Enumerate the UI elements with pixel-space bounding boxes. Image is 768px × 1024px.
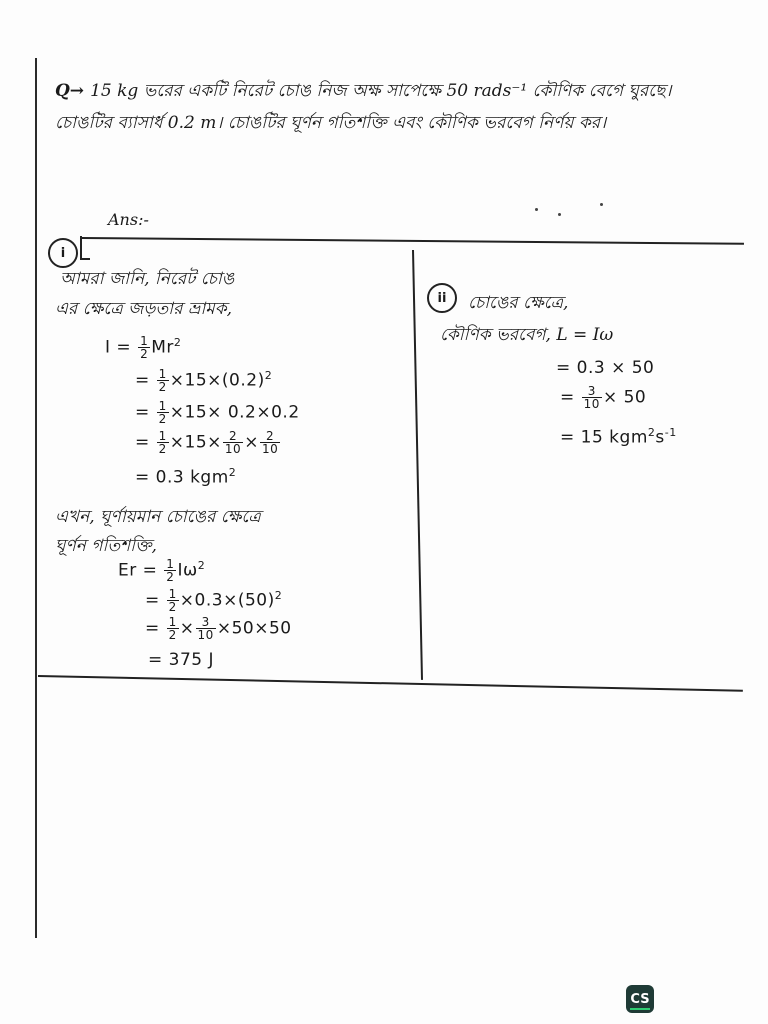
exponent: 2 bbox=[173, 335, 182, 349]
question-prefix: Q→ bbox=[55, 81, 85, 101]
frac-den: 2 bbox=[168, 600, 177, 614]
ke-eq-1 bbox=[118, 558, 205, 583]
ke-eq-2 bbox=[145, 588, 282, 613]
exponent: 2 bbox=[264, 368, 273, 382]
exponent: 2 bbox=[274, 588, 283, 602]
eq-text: s bbox=[655, 427, 665, 448]
eq-text: ×15× 0.2×0.2 bbox=[169, 402, 300, 423]
frac-num: 1 bbox=[140, 334, 149, 348]
margin-line bbox=[35, 58, 37, 938]
fraction bbox=[164, 558, 176, 583]
fraction bbox=[582, 385, 602, 410]
momentum-eq-3 bbox=[560, 426, 677, 448]
frac-num: 1 bbox=[158, 399, 167, 413]
ke-eq-4: = 375 J bbox=[148, 650, 215, 670]
frac-num: 1 bbox=[168, 615, 177, 629]
part-1-intro-line-2: এর ক্ষেত্রে জড়তার ভ্রামক, bbox=[55, 299, 233, 319]
eq-text: = bbox=[560, 387, 581, 408]
eq-text: ×50×50 bbox=[216, 618, 292, 639]
part-1-now-line-1: এখন, ঘূর্ণায়মান চোঙের ক্ষেত্রে bbox=[55, 507, 261, 527]
divider-bottom bbox=[38, 675, 743, 692]
divider-middle bbox=[412, 250, 423, 680]
divider-hook bbox=[80, 236, 82, 260]
fraction bbox=[157, 368, 169, 393]
frac-num: 1 bbox=[158, 429, 167, 443]
fraction bbox=[260, 430, 280, 455]
part-2-number: ii bbox=[427, 283, 457, 313]
eq-text: Mr bbox=[151, 337, 174, 358]
fraction bbox=[223, 430, 243, 455]
frac-num: 1 bbox=[168, 587, 177, 601]
divider-top bbox=[82, 237, 744, 245]
frac-den: 10 bbox=[197, 628, 214, 642]
eq-text: = 0.3 kgm bbox=[135, 467, 229, 488]
eq-text: = bbox=[145, 618, 166, 639]
eq-text: = bbox=[135, 402, 156, 423]
eq-text: Iω bbox=[177, 560, 198, 581]
fraction bbox=[157, 400, 169, 425]
fraction bbox=[196, 616, 216, 641]
eq-text: ×0.3×(50) bbox=[179, 590, 275, 611]
frac-den: 2 bbox=[158, 380, 167, 394]
part-2-line-1: চোঙের ক্ষেত্রে, bbox=[468, 293, 569, 313]
exponent: 2 bbox=[647, 426, 656, 439]
question-text bbox=[55, 75, 715, 139]
moment-eq-5 bbox=[135, 466, 236, 488]
frac-den: 2 bbox=[158, 442, 167, 456]
part-2-line-2: কৌণিক ভরবেগ, L = Iω bbox=[440, 325, 614, 345]
frac-den: 2 bbox=[168, 628, 177, 642]
fraction bbox=[167, 616, 179, 641]
ke-eq-3 bbox=[145, 616, 292, 641]
frac-den: 2 bbox=[140, 347, 149, 361]
eq-text: × bbox=[179, 618, 195, 639]
eq-text: × 50 bbox=[602, 387, 647, 408]
part-1-now-line-2: ঘূর্ণন গতিশক্তি, bbox=[55, 536, 157, 556]
frac-den: 2 bbox=[158, 412, 167, 426]
eq-text: I = bbox=[105, 337, 138, 358]
eq-text: = 15 kgm bbox=[560, 427, 648, 448]
camscanner-logo-icon: CS bbox=[626, 985, 654, 1013]
momentum-eq-2 bbox=[560, 385, 646, 410]
part-1-number: i bbox=[48, 238, 78, 268]
eq-text: × bbox=[244, 432, 259, 453]
part-1-intro-line-1: আমরা জানি, নিরেট চোঙ bbox=[60, 269, 235, 289]
frac-den: 10 bbox=[224, 442, 242, 456]
ink-dot bbox=[535, 208, 538, 211]
ink-dot bbox=[558, 213, 561, 216]
frac-num: 2 bbox=[260, 430, 280, 443]
eq-text: ×15× bbox=[169, 432, 222, 453]
frac-den: 10 bbox=[583, 397, 600, 411]
moment-eq-3 bbox=[135, 400, 300, 425]
exponent: -1 bbox=[664, 426, 677, 439]
frac-num: 3 bbox=[196, 616, 216, 629]
fraction bbox=[167, 588, 179, 613]
fraction bbox=[138, 335, 150, 360]
frac-num: 2 bbox=[223, 430, 243, 443]
fraction bbox=[157, 430, 169, 455]
ink-dot bbox=[600, 203, 603, 206]
moment-eq-1 bbox=[105, 335, 181, 360]
moment-eq-2 bbox=[135, 368, 272, 393]
exponent: 2 bbox=[228, 466, 237, 479]
exponent: 2 bbox=[197, 558, 206, 572]
eq-text: Er = bbox=[118, 560, 164, 581]
answer-label: Ans:- bbox=[108, 210, 149, 229]
eq-text: = bbox=[135, 432, 156, 453]
eq-text: ×15×(0.2) bbox=[169, 370, 265, 391]
eq-text: = bbox=[145, 590, 166, 611]
frac-num: 1 bbox=[158, 367, 167, 381]
divider-hook bbox=[80, 258, 90, 260]
eq-text: = bbox=[135, 370, 156, 391]
question-body: 15 kg ভরের একটি নিরেট চোঙ নিজ অক্ষ সাপেক্ষে 50 rads⁻¹ কৌণিক বেগে ঘুরছে। চোঙটির ব্যাসার্ধ 0.2 m। চোঙটির ঘূর্ণন গতিশক্তি এবং কৌণিক ভরবেগ নির্ণয় কর। bbox=[55, 81, 672, 133]
frac-num: 1 bbox=[166, 557, 175, 571]
frac-den: 2 bbox=[166, 570, 175, 584]
momentum-eq-1: = 0.3 × 50 bbox=[556, 358, 655, 378]
moment-eq-4 bbox=[135, 430, 281, 455]
frac-den: 10 bbox=[261, 442, 279, 456]
frac-num: 3 bbox=[582, 385, 602, 398]
